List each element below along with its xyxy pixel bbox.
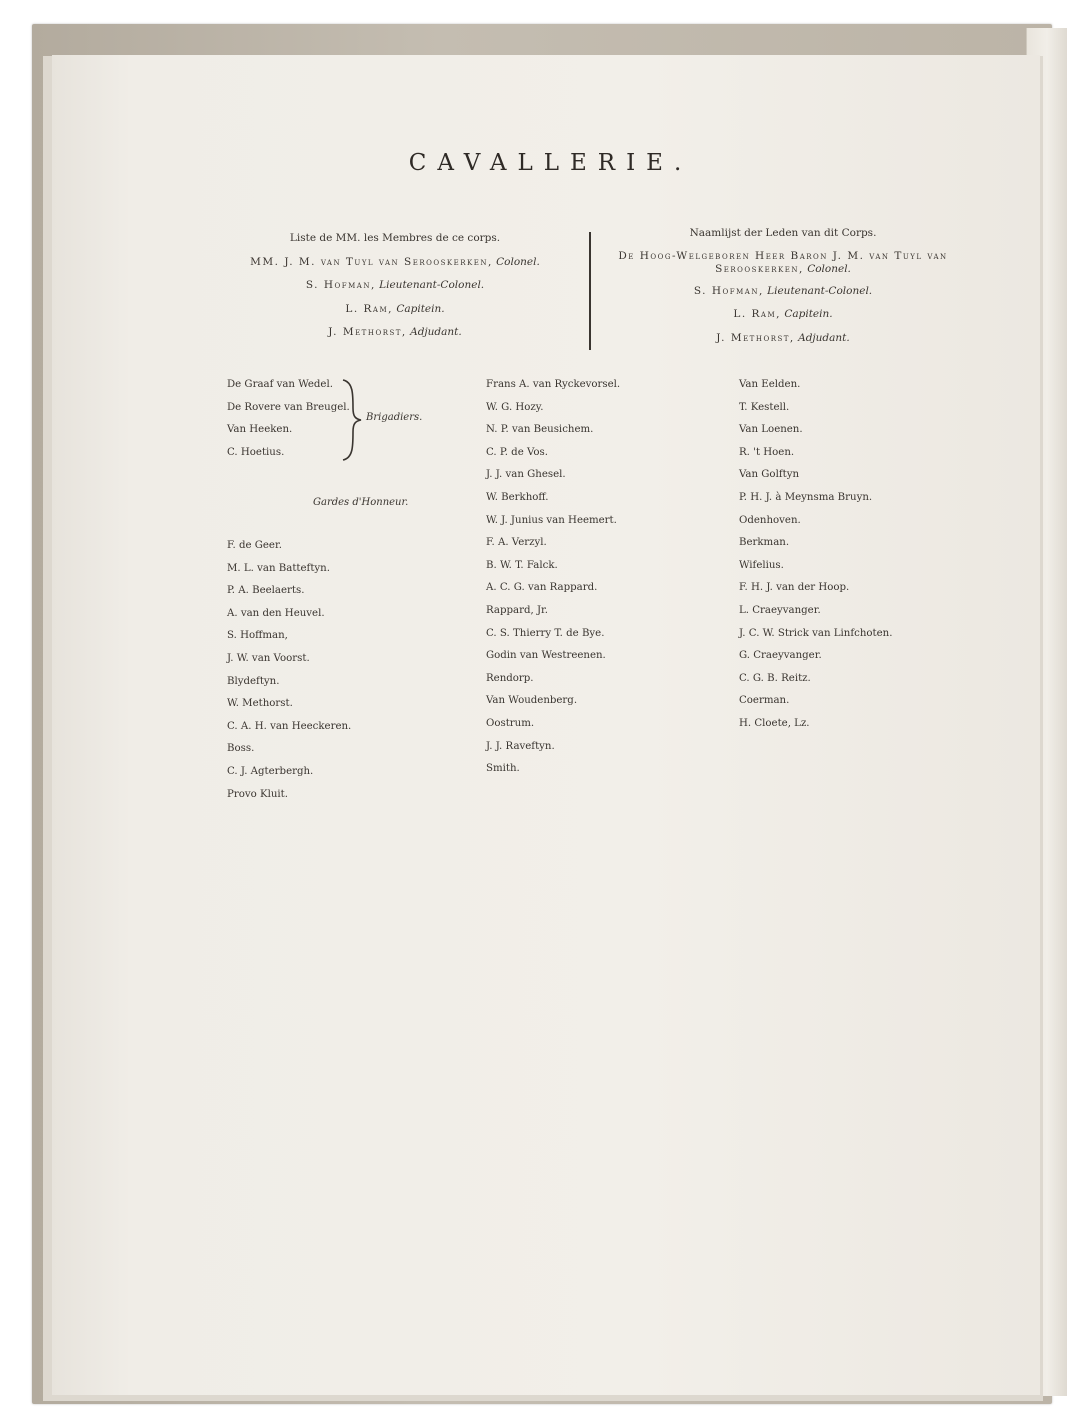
list-item: C. G. B. Reitz. (739, 672, 811, 684)
list-item: C. J. Agterbergh. (227, 765, 314, 777)
right-first-officer (608, 246, 958, 280)
list-item: S. Hoffman, (227, 630, 288, 642)
list-item: Van Eelden. (739, 379, 801, 390)
left-officer-row (230, 321, 560, 345)
list-item: A. C. G. van Rappard. (486, 582, 598, 594)
left-officer-row (230, 298, 560, 322)
list-item: Rendorp. (486, 672, 534, 684)
left-officer-row (230, 251, 560, 275)
column-1-list (227, 535, 351, 806)
column-2-list (486, 374, 620, 781)
brace-icon (341, 378, 365, 462)
list-item: Godin van Westreenen. (486, 650, 606, 662)
brigadiers-list (227, 374, 350, 464)
list-item: De Graaf van Wedel. (227, 379, 333, 390)
list-item: J. J. van Ghesel. (486, 469, 566, 481)
list-item: P. A. Beelaerts. (227, 585, 305, 597)
list-item: Berkman. (739, 537, 790, 549)
list-item: W. Berkhoff. (486, 491, 549, 503)
list-item: T. Kestell. (739, 401, 790, 413)
list-item: De Rovere van Breugel. (227, 401, 350, 413)
officer-rank: Adjudant. (798, 331, 850, 344)
column-3-list (739, 374, 892, 736)
list-item: C. P. de Vos. (486, 446, 548, 458)
officer-rank: Lieutenant-Colonel. (379, 279, 485, 291)
officer-name: S. Hofman, (305, 279, 376, 291)
gardes-label: Gardes d'Honneur. (313, 497, 409, 508)
list-item: W. Methorst. (227, 698, 293, 710)
officer-rank: Capitein. (784, 308, 833, 320)
list-item: Rappard, Jr. (486, 604, 549, 616)
list-item: F. A. Verzyl. (486, 537, 547, 549)
list-item: Coerman. (739, 695, 790, 707)
list-item: Smith. (486, 763, 520, 775)
list-item: J. W. van Voorst. (227, 652, 310, 664)
list-item: N. P. van Beusichem. (486, 424, 594, 436)
list-item: C. S. Thierry T. de Bye. (486, 627, 605, 639)
list-item: Provo Kluit. (227, 788, 289, 800)
list-item: Van Woudenberg. (486, 695, 578, 707)
list-item: F. H. J. van der Hoop. (739, 582, 850, 594)
officer-name: De Hoog-Welgeboren Heer Baron J. M. van Tuyl van (618, 249, 948, 262)
list-item: Boss. (227, 743, 255, 755)
list-item: L. Craeyvanger. (739, 604, 821, 616)
list-item: H. Cloete, Lz. (739, 717, 810, 729)
officer-rank: Adjudant. (410, 326, 462, 338)
list-item: C. A. H. van Heeckeren. (227, 720, 352, 732)
officer-name: S. Hofman, (693, 284, 764, 297)
list-item: M. L. van Batteftyn. (227, 562, 330, 574)
officer-name: J. Methorst, (716, 331, 795, 344)
list-item: F. de Geer. (227, 540, 282, 551)
list-item: Blydeftyn. (227, 675, 280, 687)
officer-name: L. Ram, (345, 302, 393, 315)
right-officer-row (608, 327, 958, 351)
list-item: G. Craeyvanger. (739, 650, 822, 662)
list-item: A. van den Heuvel. (227, 607, 325, 619)
list-item: Van Heeken. (227, 424, 293, 436)
list-item: Van Loenen. (739, 424, 803, 436)
list-item: P. H. J. à Meynsma Bruyn. (739, 491, 873, 503)
right-officer-row (608, 280, 958, 304)
right-header (608, 222, 958, 350)
page-title: CAVALLERIE. (408, 150, 693, 176)
list-item: Oostrum. (486, 717, 535, 729)
left-header-heading: Liste de MM. les Membres de ce corps. (289, 232, 501, 244)
officer-name: MM. J. M. van Tuyl van Serooskerken, (250, 255, 493, 268)
list-item: W. J. Junius van Heemert. (486, 514, 617, 526)
officer-rank: Colonel. (496, 255, 540, 268)
list-item: B. W. T. Falck. (486, 559, 558, 571)
officer-name-cont: Serooskerken, (715, 262, 804, 275)
list-item: Frans A. van Ryckevorsel. (486, 379, 621, 390)
header-divider (589, 232, 591, 350)
list-item: C. Hoetius. (227, 446, 285, 458)
officer-rank: Colonel. (807, 262, 851, 275)
list-item: Van Golftyn (739, 469, 800, 481)
officer-name: L. Ram, (733, 308, 781, 320)
right-officer-row (608, 303, 958, 327)
brigadiers-label: Brigadiers. (366, 412, 423, 423)
left-header (230, 227, 560, 345)
list-item: R. 't Hoen. (739, 446, 795, 458)
list-item: W. G. Hozy. (486, 401, 544, 413)
officer-rank: Lieutenant-Colonel. (767, 284, 873, 297)
officer-name: J. Methorst, (328, 326, 407, 338)
right-header-heading: Naamlijst der Leden van dit Corps. (689, 227, 877, 239)
list-item: Odenhoven. (739, 514, 801, 526)
list-item: J. J. Raveftyn. (486, 740, 555, 752)
list-item: Wifelius. (739, 559, 784, 571)
left-officer-row (230, 274, 560, 298)
officer-rank: Capitein. (396, 302, 445, 315)
list-item: J. C. W. Strick van Linfchoten. (739, 627, 893, 639)
